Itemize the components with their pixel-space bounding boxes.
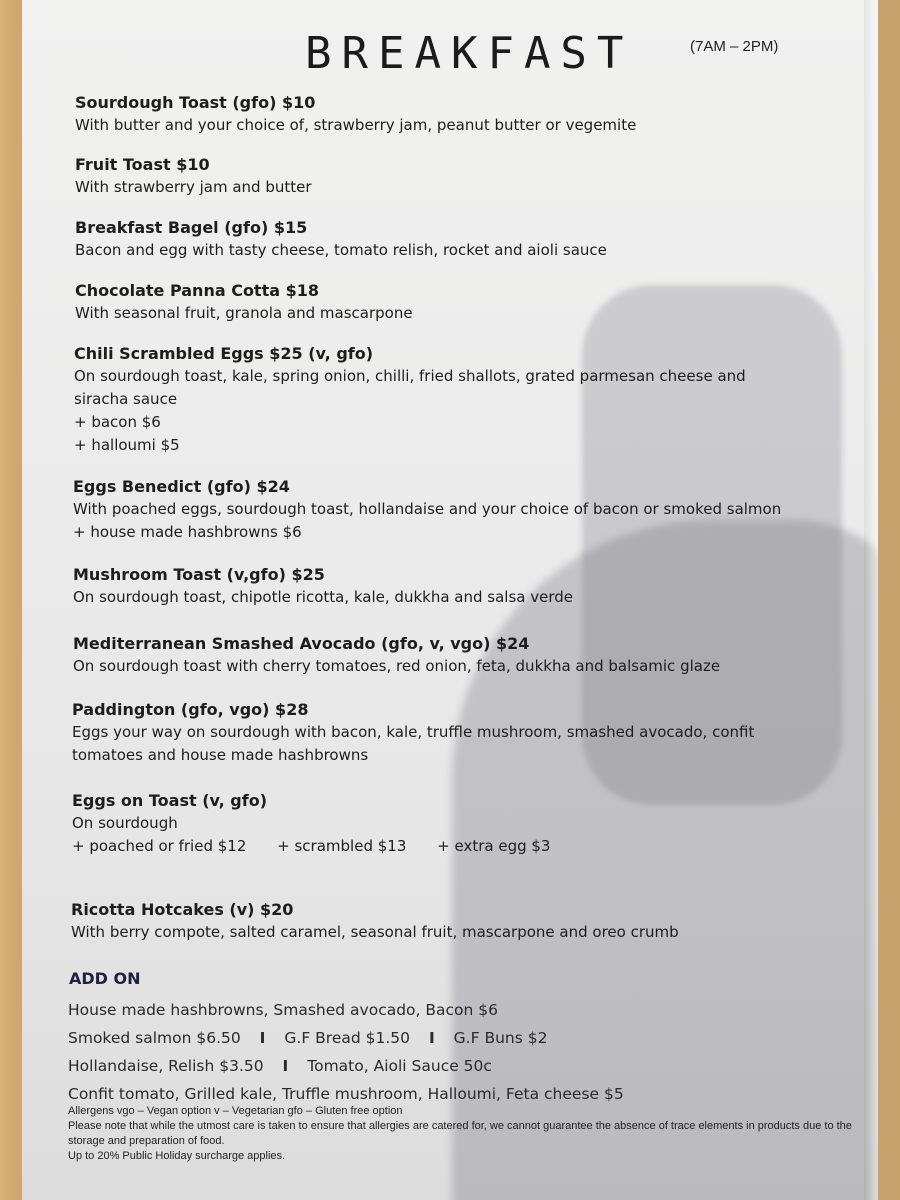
fine-print <box>68 1104 858 1164</box>
item-description: With berry compote, salted caramel, seasonal fruit, mascarpone and oreo crumb <box>71 923 679 941</box>
allergens-legend: Allergens vgo – Vegan option v – Vegetarian gfo – Gluten free option <box>68 1105 403 1117</box>
item-description: Eggs your way on sourdough with bacon, kale, truffle mushroom, smashed avocado, confit <box>72 723 755 741</box>
item-name: Sourdough Toast (gfo) $10 <box>75 93 316 112</box>
allergy-disclaimer: Please note that while the utmost care is taken to ensure that allergies are catered for, we cannot guarantee the absence of trace elements in products due to the storage and preparation of food. <box>68 1120 852 1147</box>
item-name: Ricotta Hotcakes (v) $20 <box>71 900 294 919</box>
add-on-list <box>68 996 624 1108</box>
item-description: On sourdough <box>72 814 178 832</box>
menu-item-sourdough-toast <box>75 92 636 137</box>
item-description: On sourdough toast, kale, spring onion, chilli, fried shallots, grated parmesan cheese and <box>74 367 746 385</box>
menu-item-eggs-benedict <box>73 476 781 544</box>
item-description: tomatoes and house made hashbrowns <box>72 746 369 764</box>
surcharge-note: Up to 20% Public Holiday surcharge applies. <box>68 1150 286 1162</box>
extra-poached-or-fried: + poached or fried $12 <box>72 837 247 855</box>
item-name: Mediterranean Smashed Avocado (gfo, v, vgo) $24 <box>73 634 530 653</box>
item-description: With strawberry jam and butter <box>75 178 312 196</box>
add-on-gf-bread: G.F Bread $1.50 <box>284 1029 411 1047</box>
item-extra: + house made hashbrowns $6 <box>73 523 302 541</box>
add-on-heading: ADD ON <box>69 969 141 988</box>
item-description: Bacon and egg with tasty cheese, tomato relish, rocket and aioli sauce <box>75 241 607 259</box>
item-extra: + halloumi $5 <box>74 436 180 454</box>
paper-edge <box>864 0 878 1200</box>
menu-item-paddington <box>72 699 754 767</box>
separator-bar: I <box>259 1029 266 1047</box>
add-on-line <box>68 1052 624 1080</box>
item-description: With butter and your choice of, strawberry jam, peanut butter or vegemite <box>75 116 637 134</box>
menu-item-smashed-avocado <box>73 633 720 678</box>
item-extras <box>72 835 576 858</box>
menu-item-mushroom-toast <box>73 564 573 609</box>
menu-item-breakfast-bagel <box>75 217 607 262</box>
separator-bar: I <box>282 1057 289 1075</box>
item-name: Eggs Benedict (gfo) $24 <box>73 477 290 496</box>
item-description: On sourdough toast with cherry tomatoes, red onion, feta, dukkha and balsamic glaze <box>73 657 721 675</box>
item-description: siracha sauce <box>74 390 178 408</box>
menu-item-ricotta-hotcakes <box>71 899 679 944</box>
separator-bar: I <box>428 1029 435 1047</box>
menu-item-chili-scrambled-eggs <box>74 343 746 457</box>
menu-title: BREAKFAST <box>305 28 634 79</box>
add-on-line: Confit tomato, Grilled kale, Truffle mushroom, Halloumi, Feta cheese $5 <box>68 1085 624 1103</box>
menu-item-fruit-toast <box>75 154 312 199</box>
item-description: With seasonal fruit, granola and mascarpone <box>75 304 413 322</box>
menu-item-eggs-on-toast <box>72 790 576 858</box>
item-name: Mushroom Toast (v,gfo) $25 <box>73 565 325 584</box>
item-name: Paddington (gfo, vgo) $28 <box>72 700 309 719</box>
item-extra: + bacon $6 <box>74 413 161 431</box>
item-description: On sourdough toast, chipotle ricotta, kale, dukkha and salsa verde <box>73 588 573 606</box>
item-name: Chili Scrambled Eggs $25 (v, gfo) <box>74 344 374 363</box>
item-name: Breakfast Bagel (gfo) $15 <box>75 218 308 237</box>
add-on-smoked-salmon: Smoked salmon $6.50 <box>68 1029 241 1047</box>
item-name: Fruit Toast $10 <box>75 155 210 174</box>
item-name: Eggs on Toast (v, gfo) <box>72 791 268 810</box>
extra-scrambled: + scrambled $13 <box>277 837 407 855</box>
item-name: Chocolate Panna Cotta $18 <box>75 281 319 300</box>
add-on-hollandaise-relish: Hollandaise, Relish $3.50 <box>68 1057 264 1075</box>
add-on-gf-buns: G.F Buns $2 <box>453 1029 548 1047</box>
add-on-line <box>68 1024 624 1052</box>
extra-egg: + extra egg $3 <box>437 837 551 855</box>
opening-hours: (7AM – 2PM) <box>690 38 779 55</box>
add-on-line: House made hashbrowns, Smashed avocado, Bacon $6 <box>68 1001 499 1019</box>
item-description: With poached eggs, sourdough toast, hollandaise and your choice of bacon or smoked salmon <box>73 500 782 518</box>
add-on-tomato-aioli: Tomato, Aioli Sauce 50c <box>307 1057 492 1075</box>
menu-item-chocolate-panna-cotta <box>75 280 413 325</box>
